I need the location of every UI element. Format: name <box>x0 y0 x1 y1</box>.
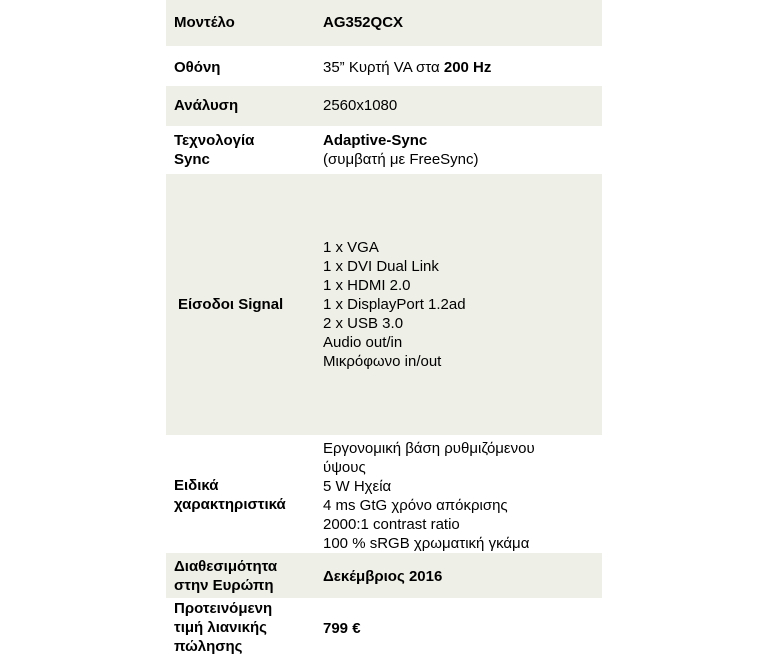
value-inputs <box>323 238 466 371</box>
label-price-line: τιμή λιανικής <box>174 619 267 636</box>
feature-item: 5 W Ηχεία <box>323 478 392 495</box>
row-screen <box>166 46 602 86</box>
value-screen <box>323 58 491 77</box>
label-features-line: χαρακτηριστικά <box>174 496 286 513</box>
value-features <box>323 439 535 553</box>
label-price-line: πώλησης <box>174 638 243 655</box>
input-item: 1 x DisplayPort 1.2ad <box>323 296 466 313</box>
row-availability <box>166 553 602 598</box>
value-availability: Δεκέμβριος 2016 <box>323 568 443 585</box>
value-sync-note: (συμβατή με FreeSync) <box>323 151 479 168</box>
value-screen-hz: 200 Hz <box>443 59 492 76</box>
input-item: 1 x HDMI 2.0 <box>323 277 411 294</box>
input-item: Μικρόφωνο in/out <box>323 353 442 370</box>
value-price: 799 € <box>323 620 361 637</box>
label-availability-line: στην Ευρώπη <box>174 577 274 594</box>
label-availability <box>174 557 277 595</box>
input-item: Audio out/in <box>323 334 403 351</box>
input-item: 2 x USB 3.0 <box>323 315 404 332</box>
input-item: 1 x DVI Dual Link <box>323 258 439 275</box>
row-model <box>166 0 602 46</box>
feature-item: 4 ms GtG χρόνο απόκρισης <box>323 497 508 514</box>
value-model: AG352QCX <box>323 14 404 31</box>
label-resolution: Ανάλυση <box>174 97 239 114</box>
row-features <box>166 435 602 553</box>
value-resolution: 2560x1080 <box>323 97 398 114</box>
input-item: 1 x VGA <box>323 239 379 256</box>
feature-item: ύψους <box>323 459 366 476</box>
label-sync <box>174 131 254 169</box>
label-sync-line: Sync <box>174 151 210 168</box>
feature-item: Εργονομική βάση ρυθμιζόμενου <box>323 440 535 457</box>
label-price <box>174 599 272 656</box>
feature-item: 2000:1 contrast ratio <box>323 516 460 533</box>
spec-table <box>166 0 602 658</box>
row-price <box>166 598 602 658</box>
value-sync <box>323 131 479 169</box>
feature-item: 100 % sRGB χρωματική γκάμα <box>323 535 530 552</box>
label-screen: Οθόνη <box>174 59 221 76</box>
label-features <box>174 476 286 514</box>
label-price-line: Προτεινόμενη <box>174 600 273 617</box>
label-availability-line: Διαθεσιμότητα <box>174 558 278 575</box>
row-sync <box>166 126 602 174</box>
label-sync-line: Τεχνολογία <box>174 132 255 149</box>
row-inputs <box>166 174 602 435</box>
label-features-line: Ειδικά <box>174 477 219 494</box>
label-inputs: Είσοδοι Signal <box>178 296 284 313</box>
value-sync-main: Adaptive-Sync <box>323 132 428 149</box>
row-resolution <box>166 86 602 126</box>
label-model: Μοντέλο <box>174 14 235 31</box>
value-screen-text: 35” Κυρτή VA στα <box>323 59 444 76</box>
